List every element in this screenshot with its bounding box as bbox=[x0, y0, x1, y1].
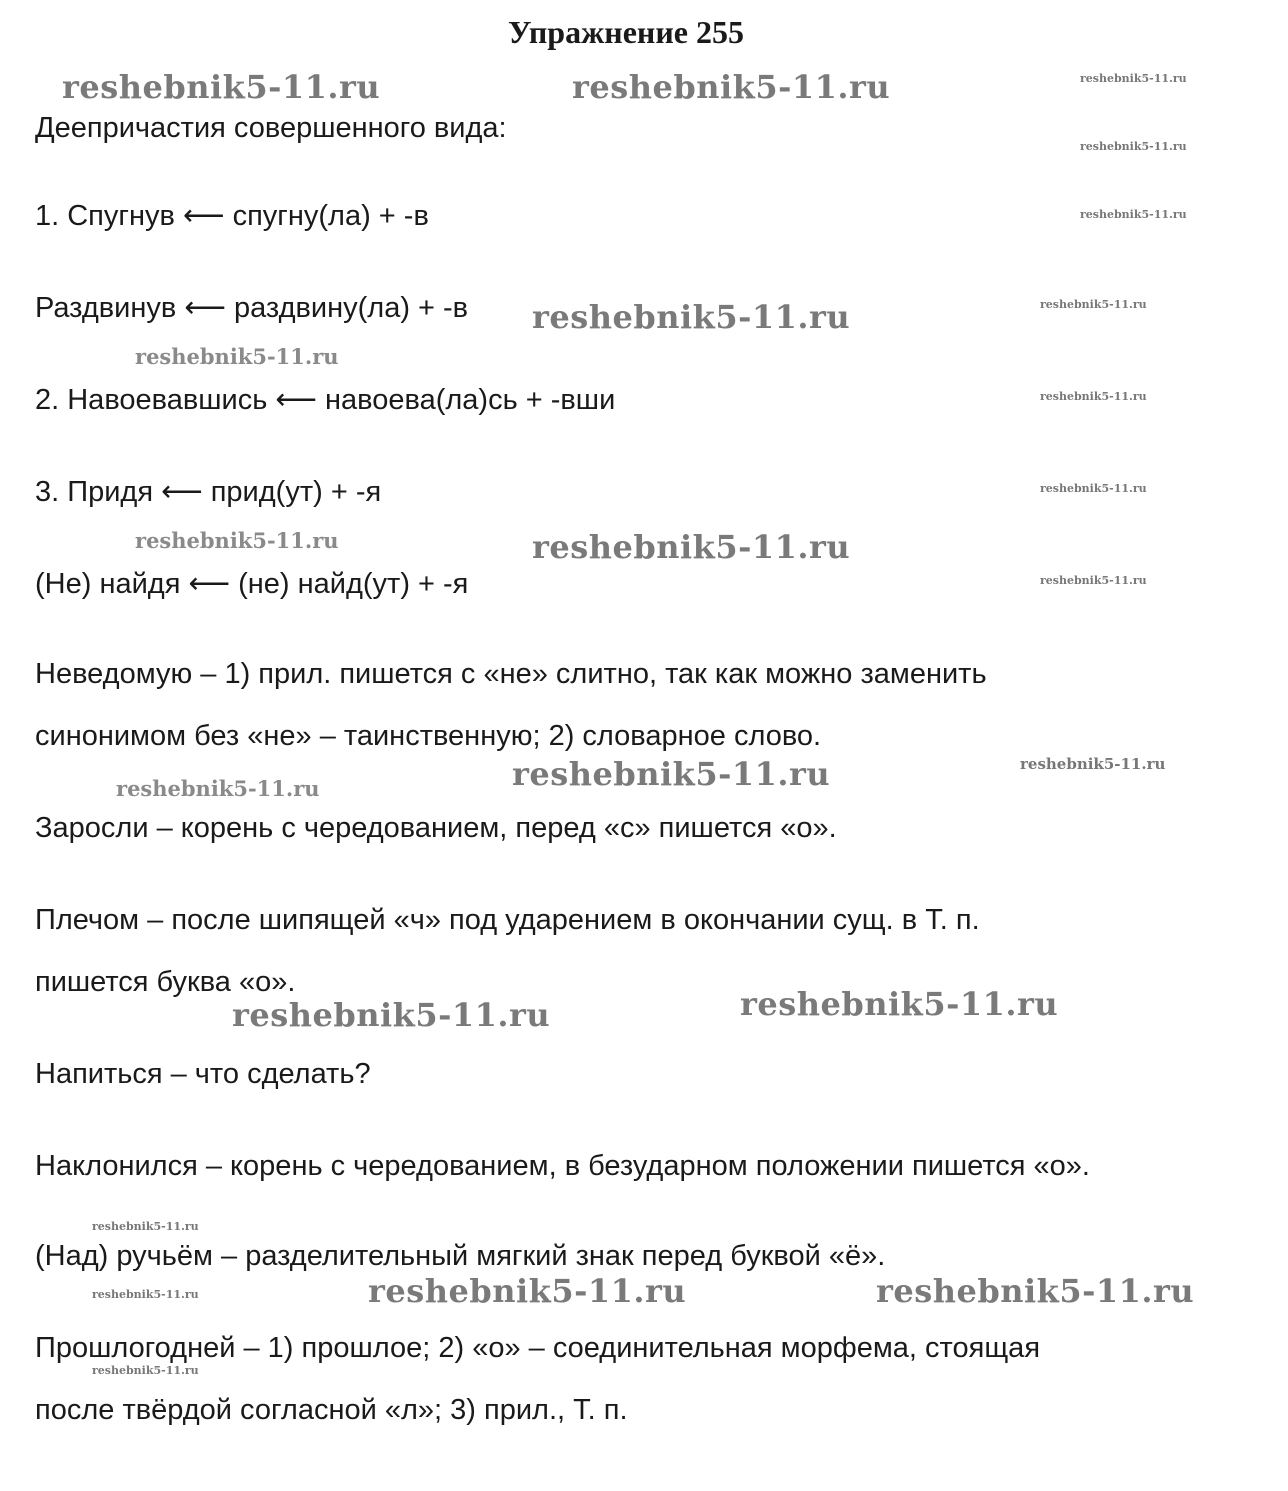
text-line: Раздвинув ⟵ раздвину(ла) + -в bbox=[35, 292, 469, 324]
text-line: Заросли – корень с чередованием, перед «с» пишется «о». bbox=[35, 812, 837, 844]
text-line: 1. Спугнув ⟵ спугну(ла) + -в bbox=[35, 200, 429, 232]
watermark: reshebnik5-11.ru bbox=[532, 528, 851, 566]
watermark: reshebnik5-11.ru bbox=[116, 776, 320, 801]
watermark: reshebnik5-11.ru bbox=[1080, 140, 1187, 153]
watermark: reshebnik5-11.ru bbox=[740, 985, 1059, 1023]
watermark: reshebnik5-11.ru bbox=[1040, 574, 1147, 587]
text-line: Деепричастия совершенного вида: bbox=[35, 112, 507, 144]
watermark: reshebnik5-11.ru bbox=[62, 68, 381, 106]
text-line: 2. Навоевавшись ⟵ навоева(ла)сь + -вши bbox=[35, 384, 616, 416]
watermark: reshebnik5-11.ru bbox=[92, 1288, 199, 1301]
text-line: синонимом без «не» – таинственную; 2) словарное слово. bbox=[35, 720, 822, 752]
text-line: (Над) ручьём – разделительный мягкий знак перед буквой «ё». bbox=[35, 1240, 886, 1272]
text-line: после твёрдой согласной «л»; 3) прил., Т. п. bbox=[35, 1394, 628, 1426]
text-line: Неведомую – 1) прил. пишется с «не» слитно, так как можно заменить bbox=[35, 658, 987, 690]
watermark: reshebnik5-11.ru bbox=[876, 1272, 1195, 1310]
watermark: reshebnik5-11.ru bbox=[512, 755, 831, 793]
watermark: reshebnik5-11.ru bbox=[1040, 390, 1147, 403]
watermark: reshebnik5-11.ru bbox=[532, 298, 851, 336]
watermark: reshebnik5-11.ru bbox=[92, 1220, 199, 1233]
watermark: reshebnik5-11.ru bbox=[135, 528, 339, 553]
watermark: reshebnik5-11.ru bbox=[135, 344, 339, 369]
page-title: Упражнение 255 bbox=[507, 14, 744, 50]
watermark: reshebnik5-11.ru bbox=[572, 68, 891, 106]
watermark: reshebnik5-11.ru bbox=[92, 1364, 199, 1377]
watermark: reshebnik5-11.ru bbox=[1080, 72, 1187, 85]
watermark: reshebnik5-11.ru bbox=[1040, 298, 1147, 311]
watermark: reshebnik5-11.ru bbox=[1040, 482, 1147, 495]
text-line: Прошлогодней – 1) прошлое; 2) «о» – соединительная морфема, стоящая bbox=[35, 1332, 1041, 1364]
text-line: Наклонился – корень с чередованием, в безударном положении пишется «о». bbox=[35, 1150, 1090, 1182]
text-line: пишется буква «о». bbox=[35, 966, 296, 998]
watermark: reshebnik5-11.ru bbox=[1020, 755, 1166, 773]
text-line: (Не) найдя ⟵ (не) найд(ут) + -я bbox=[35, 568, 469, 600]
watermark: reshebnik5-11.ru bbox=[232, 996, 551, 1034]
text-line: Напиться – что сделать? bbox=[35, 1058, 371, 1090]
text-line: 3. Придя ⟵ прид(ут) + -я bbox=[35, 476, 382, 508]
text-line: Плечом – после шипящей «ч» под ударением в окончании сущ. в Т. п. bbox=[35, 904, 980, 936]
watermark: reshebnik5-11.ru bbox=[1080, 208, 1187, 221]
watermark: reshebnik5-11.ru bbox=[368, 1272, 687, 1310]
